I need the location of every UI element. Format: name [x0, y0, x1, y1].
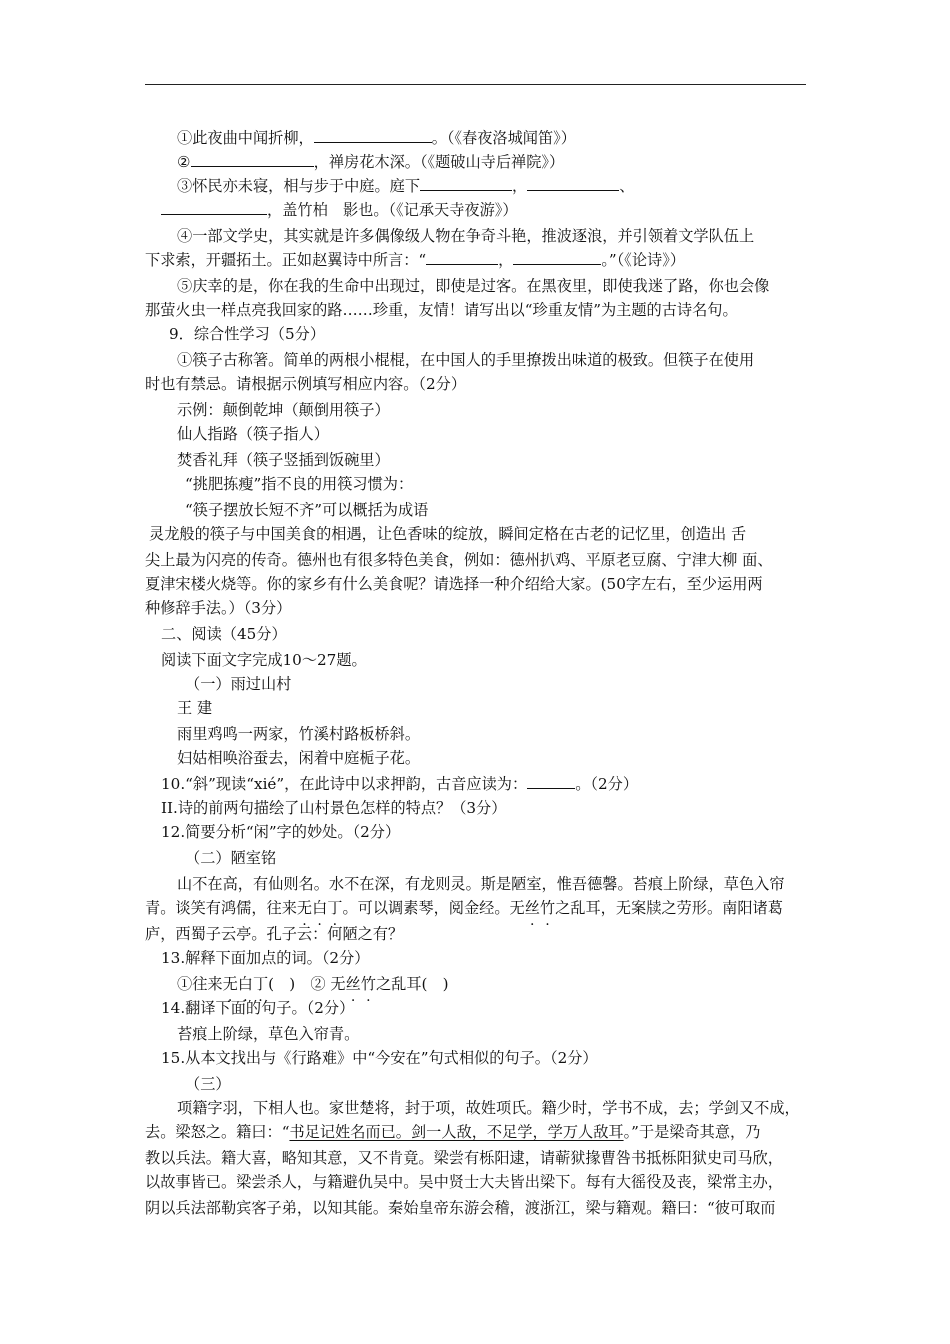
q11: II.诗的前两句描绘了山村景色怎样的特点？（3分） — [161, 799, 507, 817]
q8-item-2 — [177, 150, 564, 174]
text: ( ) ② 无 — [268, 975, 346, 993]
text2-line: 庐，西蜀子云亭。孔子云：何陋之有？ — [145, 925, 404, 943]
text2-line — [145, 896, 783, 920]
dotted-char: 无 — [296, 899, 313, 917]
text: 青。谈笑有鸿儒，往来 — [145, 899, 297, 917]
dotted-char: 丁 — [252, 975, 269, 993]
answer-blank[interactable] — [527, 174, 619, 191]
answer-blank[interactable] — [527, 772, 575, 789]
q9-para: 种修辞手法。）（3分） — [145, 599, 292, 617]
answer-blank[interactable] — [426, 248, 498, 265]
text: ，盖竹柏 影也。（《记承天寺夜游》） — [267, 201, 518, 219]
dotted-char: 丁 — [327, 899, 343, 917]
text3-line: 项籍字羽，下相人也。家世楚将，封于项，故姓项氏。籍少时，学书不成，去；学剑又不成， — [177, 1099, 800, 1117]
poem-title: （一）雨过山村 — [185, 675, 292, 693]
q9-item: 仙人指路（筷子指人） — [177, 425, 329, 443]
text: 。（《春夜洛城闻笛》） — [431, 129, 576, 147]
q13: 13.解释下面加点的词。（2分） — [161, 949, 370, 967]
text3-title: （三） — [185, 1075, 231, 1093]
section-intro: 阅读下面文字完成10～27题。 — [161, 651, 367, 669]
q8-item-1 — [177, 126, 576, 150]
text: ①此夜曲中闻折柳， — [177, 129, 314, 147]
q14: 14.翻译下面的句子。（2分） — [161, 999, 355, 1017]
q9-para: 夏津宋楼火烧等。你的家乡有什么美食呢？请选择一种介绍给大家。(50字左右，至少运用两 — [145, 575, 763, 593]
answer-blank[interactable] — [191, 150, 314, 167]
poem-line: 妇姑相唤浴蚕去，闲着中庭栀子花。 — [177, 749, 420, 767]
text: 。（2分） — [575, 775, 639, 793]
dotted-char: 白 — [237, 975, 253, 993]
q9-para: ①筷子古称箸。简单的两根小棍棍，在中国人的手里撩拨出味道的极致。但筷子在使用 — [177, 351, 755, 369]
text: ， — [512, 177, 528, 195]
q9-item: “挑肥拣瘦”指不良的用筷习惯为： — [185, 475, 414, 493]
q12: 12.简要分析“闲”字的妙处。（2分） — [161, 823, 401, 841]
q9-example: 示例：颠倒乾坤（颠倒用筷子） — [177, 401, 390, 419]
poem-line: 雨里鸡鸣一两家，竹溪村路板桥斜。 — [177, 725, 420, 743]
q8-item-4-cont: 下求索，开疆拓土。正如赵翼诗中所言：“ ， 。”（《论诗》） — [145, 248, 685, 272]
text: 之乱耳，无案牍之劳形。南阳诸葛 — [555, 899, 783, 917]
answer-blank[interactable] — [513, 248, 601, 265]
text: 去。梁怒之。籍曰：“ — [145, 1123, 290, 1141]
text2-line: 山不在高，有仙则名。水不在深，有龙则灵。斯是陋室，惟吾德馨。苔痕上阶绿，草色入帘 — [177, 875, 785, 893]
q9-para: 时也有禁忌。请根据示例填写相应内容。（2分） — [145, 375, 467, 393]
text: 、 — [619, 177, 635, 195]
dotted-char: 无 — [222, 975, 238, 993]
q13-items — [177, 972, 449, 996]
text3-line — [145, 1120, 760, 1144]
text: 之乱耳( ) — [375, 975, 449, 993]
dotted-char: 丝 — [345, 975, 361, 993]
text: 。可以调素琴，阅金经。无 — [342, 899, 525, 917]
text: 。”于是梁奇其意，乃 — [623, 1123, 761, 1141]
text: 。”（《论诗》） — [601, 251, 686, 269]
q8-item-5-cont: 那萤火虫一样点亮我回家的路……珍重，友情！请写出以“珍重友情”为主题的古诗名句。 — [145, 301, 738, 319]
q15: 15.从本文找出与《行路难》中“今安在”句式相似的句子。（2分） — [161, 1049, 598, 1067]
q8-item-4: ④一部文学史，其实就是许多偶像级人物在争奇斗艳，推波逐浪，并引领着文学队伍上 — [177, 227, 755, 245]
dotted-char: 竹 — [539, 899, 556, 917]
q14-sentence: 苔痕上阶绿，草色入帘青。 — [177, 1025, 360, 1043]
text: ② — [177, 153, 191, 171]
q9-para: 尖上最为闪亮的传奇。德州也有很多特色美食，例如：德州扒鸡、平原老豆腐、宁津大柳 面、 — [145, 551, 773, 569]
text2-title: （二）陋室铭 — [185, 849, 277, 867]
dotted-char: 白 — [312, 899, 328, 917]
poem-author: 王 建 — [177, 699, 213, 717]
q9-para: 灵龙般的筷子与中国美食的相遇，让色香味的绽放，瞬间定格在古老的记忆里，创造出 舌 — [149, 525, 747, 543]
q8-item-3 — [177, 174, 634, 198]
q10 — [161, 772, 638, 796]
q8-item-3-cont — [161, 198, 518, 222]
q8-item-5: ⑤庆幸的是，你在我的生命中出现过，即使是过客。在黑夜里，即使我迷了路，你也会像 — [177, 277, 770, 295]
text: ①往来 — [177, 975, 223, 993]
answer-blank[interactable] — [420, 174, 512, 191]
text: ，禅房花木深。（《题破山寺后禅院》） — [313, 153, 565, 171]
text: 10.“斜”现读“xié”，在此诗中以求押韵，古音应读为： — [161, 775, 528, 793]
answer-blank[interactable] — [314, 126, 432, 143]
section-title: 二、阅读（45分） — [161, 625, 287, 643]
q9-item: “筷子摆放长短不齐”可以概括为成语 — [185, 501, 429, 519]
text: 下求索，开疆拓土。正如赵翼诗中所言：“ — [145, 251, 427, 269]
text3-line: 阴以兵法部勒宾客子弟，以知其能。秦始皇帝东游会稽，渡浙江，梁与籍观。籍曰：“彼可取而 — [145, 1199, 776, 1217]
answer-blank[interactable] — [161, 198, 267, 215]
header-rule — [145, 84, 806, 85]
text: ③怀民亦未寝，相与步于中庭。庭下 — [177, 177, 420, 195]
q9-title: 9．综合性学习（5分） — [169, 325, 326, 343]
underlined-quote: 书足记姓名而已。剑一人敌，不足学，学万人敌耳 — [289, 1123, 624, 1141]
dotted-char: 竹 — [360, 975, 376, 993]
dotted-char: 丝 — [524, 899, 540, 917]
q9-item: 焚香礼拜（筷子竖插到饭碗里） — [177, 451, 390, 469]
text3-line: 教以兵法。籍大喜，略知其意，又不肯竟。梁尝有栎阳逮，请蕲狱掾曹咎书抵栎阳狱史司马欣， — [145, 1149, 783, 1167]
text3-line: 以故事皆已。梁尝杀人，与籍避仇吴中。吴中贤士大夫皆出梁下。每有大徭役及丧，梁常主办， — [145, 1173, 783, 1191]
